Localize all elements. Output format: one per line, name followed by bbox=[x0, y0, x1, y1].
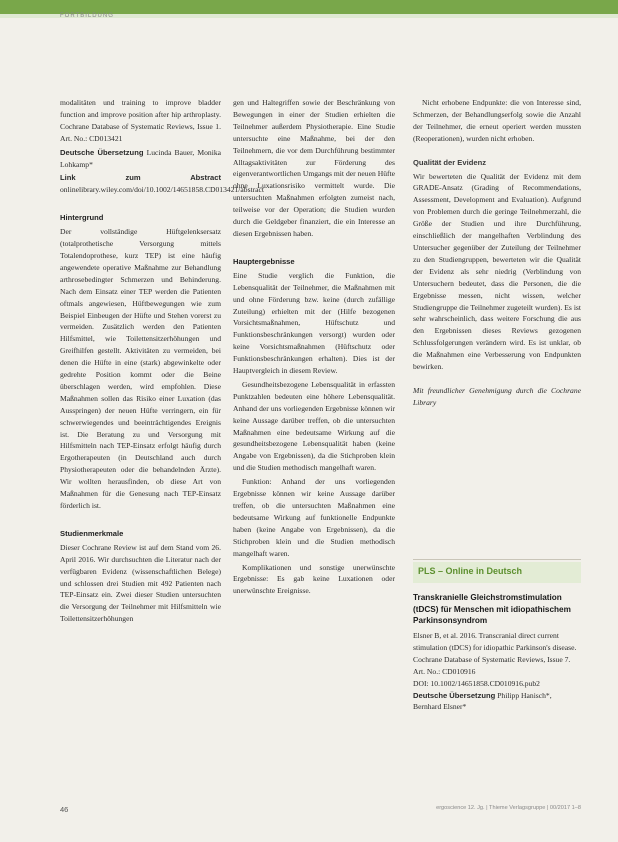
cochrane-credit: Mit freundlicher Genehmigung durch die Cochrane Library bbox=[413, 385, 581, 407]
col2-intro: gen und Haltegriffen sowie der Beschränkung von Bewegungen in einer der Studien erhielten die Teilnehmer außerdem Physiotherapie. Eine Studie untersuchte eine Maßnahme, bei der den Teilnehmern, die vor dem Durchführung bestimmter Alltagsaktivitäten zur Förderung des eigenverantwortlichen Umgangs mit der neuen Hüfte ohne Luxationsrisiko vermittelt wurde. Die untersuchten Maßnahmen erfolgten zumeist nach, teilweise vor der Operation; die Studien wurden durch die Geldgeber finanziert, die ein Interesse an diesen Ergebnissen haben. bbox=[233, 98, 395, 238]
abstract-link-label: Link zum Abstract bbox=[60, 173, 221, 183]
pls-doi[interactable]: DOI: 10.1002/14651858.CD010916.pub2 bbox=[413, 678, 540, 688]
col1-translation bbox=[60, 147, 221, 171]
pls-translation bbox=[413, 690, 581, 714]
paragraph-qualitaet: Wir bewerteten die Qualität der Evidenz mit dem GRADE-Ansatz (Grading of Recommendations, Assessment, Development and Evaluation). Aufgrund von Problemen durch die geringe Teilnehmerzahl, die Größe der Studien und ihre Durchführung, einschließlich der mangelhaften Verblindung des Untersucher gegenüber der Zuteilung der Teilnehmer zu den Studiengruppen, bewerteten wir die Qualität der Evidenz als sehr niedrig (Verblindung von Untersuchern bedeutet, dass die Personen, die die Ergebnisse messen, nicht wissen, welcher Studiengruppe die Teilnehmer zugeteilt wurden). Es ist sehr wahrscheinlich, dass weitere Forschung die aus den Ergebnissen dieses Reviews gezogenen Schlussfolgerungen verändern wird. Es ist unklar, ob die Maßnahmen eine Verbesserung von Endpunkten bewirken. bbox=[413, 171, 581, 372]
top-color-bar bbox=[0, 0, 618, 14]
col1-link bbox=[60, 172, 265, 196]
paragraph-komplikationen: Komplikationen und sonstige unerwünschte Ergebnisse: Es gab keine Luxationen oder unerwünschte Ereignisse. bbox=[233, 562, 395, 596]
heading-hintergrund: Hintergrund bbox=[60, 213, 104, 223]
pls-translators: Philipp Hanisch*, Bernhard Elsner* bbox=[413, 690, 552, 712]
paragraph-studienmerkmale: Dieser Cochrane Review ist auf dem Stand vom 26. April 2016. Wir durchsuchten die Literatur nach der verfügbaren Evidenz (wissenschaftlichen Belege) und schlossen drei Studien mit 492 Patienten nach TEP-Einsatz ein. Zwei dieser Studien untersuchten die Versorgung der Teilnehmer mit Hilfsmitteln wie Toilettensitzerhöhungen bbox=[60, 542, 221, 624]
paragraph-funktion: Funktion: Anhand der uns vorliegenden Ergebnisse können wir keine Aussage darüber treffen, ob die untersuchten Maßnahmen eine bedeutsame Wirkung auf funktionelle Endpunkte haben (keine Angabe von Ergebnissen), da die Stichproben klein und die Studien methodisch mangelhaft waren. bbox=[233, 477, 395, 558]
pls-translation-label: Deutsche Übersetzung bbox=[413, 690, 496, 700]
running-header: FORTBILDUNG bbox=[60, 13, 114, 19]
pls-banner bbox=[413, 562, 581, 583]
heading-studienmerkmale: Studienmerkmale bbox=[60, 528, 124, 538]
pls-body bbox=[413, 630, 581, 713]
page-number: 46 bbox=[60, 805, 69, 814]
paragraph-lebensqualitaet: Gesundheitsbezogene Lebensqualität in erfassten Punktzahlen bedeuten eine höhere Lebensqualität. Anhand der uns vorliegenden Ergebnisse können wir keine Aussage darüber treffen, ob die untersuchten Maßnahmen eine bedeutsame Wirkung auf die gesundheitsbezogene Lebensqualität haben (keine Angabe von Ergebnissen), da die Stichproben klein und die Studien methodisch mangelhaft waren. bbox=[233, 379, 395, 473]
column-2 bbox=[233, 97, 395, 599]
heading-qualitaet: Qualität der Evidenz bbox=[413, 157, 487, 167]
column-3 bbox=[413, 97, 581, 411]
paragraph-hauptergebnisse: Eine Studie verglich die Funktion, die Lebensqualität der Teilnehmer, die Maßnahmen mit und ohne Förderung bzw. keine (durch zufällige Zuteilung) erhielten mit der (Hilfe bezogenen Vorsichtsmaßnahmen, Hüftschutz und Funktionsbeschränkungen versorgt) wurden oder keine Vorsichtsmaßnahmen (Hüftschutz oder Funktionsbeschränkungen erhalten). Dies ist der Hauptvergleich in diesem Review. bbox=[233, 270, 395, 376]
heading-hauptergebnisse: Hauptergebnisse bbox=[233, 256, 295, 266]
translation-label: Deutsche Übersetzung bbox=[60, 147, 144, 157]
col1-reference: modalitäten und training to improve bladder function and improve position after hip arthroplasty. Cochrane Database of Systematic Reviews, Issue 1. Art. No.: CD013421 bbox=[60, 98, 221, 143]
col3-endpoints: Nicht erhobene Endpunkte: die von Interesse sind, Schmerzen, der Behandlungserfolg sowie die Anzahl der Teilnehmer, die erneut operiert werden mussten (Reoperationen), wurden nicht erhoben. bbox=[413, 98, 581, 143]
paragraph-hintergrund: Der vollständige Hüftgelenksersatz (totalprothetische Versorgung mittels Totalendoprothese, kurz TEP) ist eine häufig angewendete operative Maßnahme zur Behandlung arthrosebedingter Schmerzen und Behinderung. Nach dem Einsatz einer TEP werden die Patienten oftmals angewiesen, Hüftbewegungen wie zum Beispiel Einbeugen der Hüfte und Stehen vorerst zu vermeiden. Zusätzlich werden den Patienten Hilfsmittel, wie Toilettensitzerhöhungen und Greifhilfen gestellt. Aktivitäten zu vermeiden, bei denen die Hüfte in eine (stark) abgewinkelte oder gedrehte Position kommt oder die Beine überschlagen werden, wird empfohlen. Diese Maßnahmen sollen das Risiko einer Luxation (das Ausspringen) der neuen Hüfte verringern, ein für schwerwiegendes und beeinträchtigendes Ereignis ist. Die Beratung zu und Versorgung mit Hilfsmitteln nach TEP-Einsatz erfolgt häufig durch Ergotherapeuten (in Deutschland auch durch Physiotherapeuten oder die behandelnden Ärzte). Wir wollten herausfinden, ob diese Art von Maßnahmen für die Genesung nach TEP-Einsatz förderlich ist. bbox=[60, 227, 221, 510]
pls-banner-title: PLS – Online in Deutsch bbox=[418, 566, 523, 576]
abstract-link[interactable]: onlinelibrary.wiley.com/doi/10.1002/14651858.CD013421/abstract bbox=[60, 185, 265, 195]
section-divider bbox=[413, 559, 581, 560]
translators: Lucinda Bauer, Monika Lohkamp* bbox=[60, 147, 221, 169]
pls-citation: Elsner B, et al. 2016. Transcranial direct current stimulation (tDCS) for idiopathic Parkinson's disease. Cochrane Database of Systematic Reviews, Issue 7. Art. No.: CD010916 bbox=[413, 631, 577, 676]
journal-footer: ergoscience 12. Jg. | Thieme Verlagsgruppe | 00/2017 1–8 bbox=[436, 805, 581, 811]
pls-article-title: Transkranielle Gleichstromstimulation (tDCS) für Menschen mit idiopathischem Parkinsonsyndrom bbox=[413, 593, 571, 625]
